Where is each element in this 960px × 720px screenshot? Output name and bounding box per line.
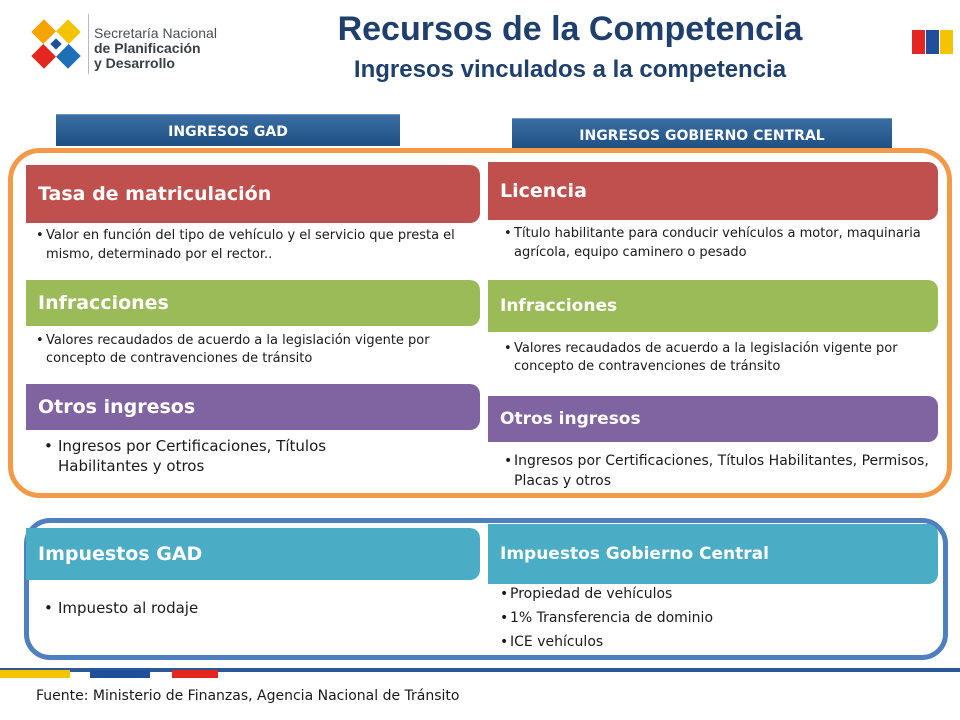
gad-tasa-bar [26, 165, 480, 223]
central-otros-bar [488, 396, 938, 442]
list-item: • Impuesto al rodaje [44, 598, 444, 618]
source-note: Fuente: Ministerio de Finanzas, Agencia Nacional de Tránsito [36, 688, 460, 704]
central-infracciones-bar [488, 280, 938, 332]
central-otros-desc [504, 451, 934, 491]
gad-infracciones-bar [26, 280, 480, 326]
column-header-gad: INGRESOS GAD [56, 114, 400, 146]
central-licencia-bar [488, 162, 938, 220]
logo-line-1: Secretaría Nacional [94, 25, 217, 41]
central-licencia-desc [504, 224, 934, 262]
central-infracciones-title: Infracciones [500, 296, 618, 316]
page-subtitle: Ingresos vinculados a la competencia [353, 56, 787, 83]
list-item: • Título habilitante para conducir vehículos a motor, maquinaria agrícola, equipo caminero o pesado [504, 224, 934, 262]
impuestos-gad-desc [44, 598, 444, 618]
list-item: • Propiedad de vehículos [500, 582, 930, 606]
logo-divider [88, 14, 89, 74]
gad-otros-desc [44, 436, 404, 476]
impuestos-central-title: Impuestos Gobierno Central [500, 544, 769, 564]
page-title: Recursos de la Competencia [337, 10, 803, 48]
list-item: • Valor en función del tipo de vehículo y el servicio que presta el mismo, determinado por el rector.. [36, 226, 476, 264]
flag-stripe-red-icon [912, 30, 925, 54]
gad-infracciones-title: Infracciones [38, 292, 169, 314]
impuestos-gad-bar [26, 528, 480, 580]
flag-stripe-yellow-icon [940, 30, 953, 54]
central-otros-title: Otros ingresos [500, 409, 641, 429]
gad-otros-title: Otros ingresos [38, 396, 196, 418]
gad-tasa-title: Tasa de matriculación [38, 183, 272, 205]
flag-stripe-blue-icon [926, 30, 939, 54]
impuestos-gad-title: Impuestos GAD [38, 543, 203, 565]
footer-accent-red [172, 670, 218, 678]
impuestos-central-bar [488, 524, 938, 584]
column-header-central: INGRESOS GOBIERNO CENTRAL [512, 118, 892, 150]
gad-otros-bar [26, 384, 480, 430]
central-licencia-title: Licencia [500, 180, 587, 202]
impuestos-central-desc [500, 582, 930, 654]
footer-accent-yellow [0, 670, 70, 678]
list-item: • Ingresos por Certificaciones, Títulos Habilitantes, Permisos, Placas y otros [504, 451, 934, 491]
list-item: • ICE vehículos [500, 630, 930, 654]
snpd-logo-icon [22, 10, 90, 78]
logo-line-3: y Desarrollo [94, 55, 175, 71]
logo-text [94, 26, 217, 71]
logo-line-2: de Planificación [94, 40, 201, 56]
central-infracciones-desc [504, 340, 934, 376]
list-item: • 1% Transferencia de dominio [500, 606, 930, 630]
list-item: • Valores recaudados de acuerdo a la legislación vigente por concepto de contravenciones de tránsito [504, 340, 934, 376]
list-item: • Valores recaudados de acuerdo a la legislación vigente por concepto de contravenciones de tránsito [36, 332, 476, 368]
gad-infracciones-desc [36, 332, 476, 368]
list-item: • Ingresos por Certificaciones, Títulos Habilitantes y otros [44, 436, 404, 476]
footer-accent-blue [90, 670, 150, 678]
gad-tasa-desc [36, 226, 476, 264]
